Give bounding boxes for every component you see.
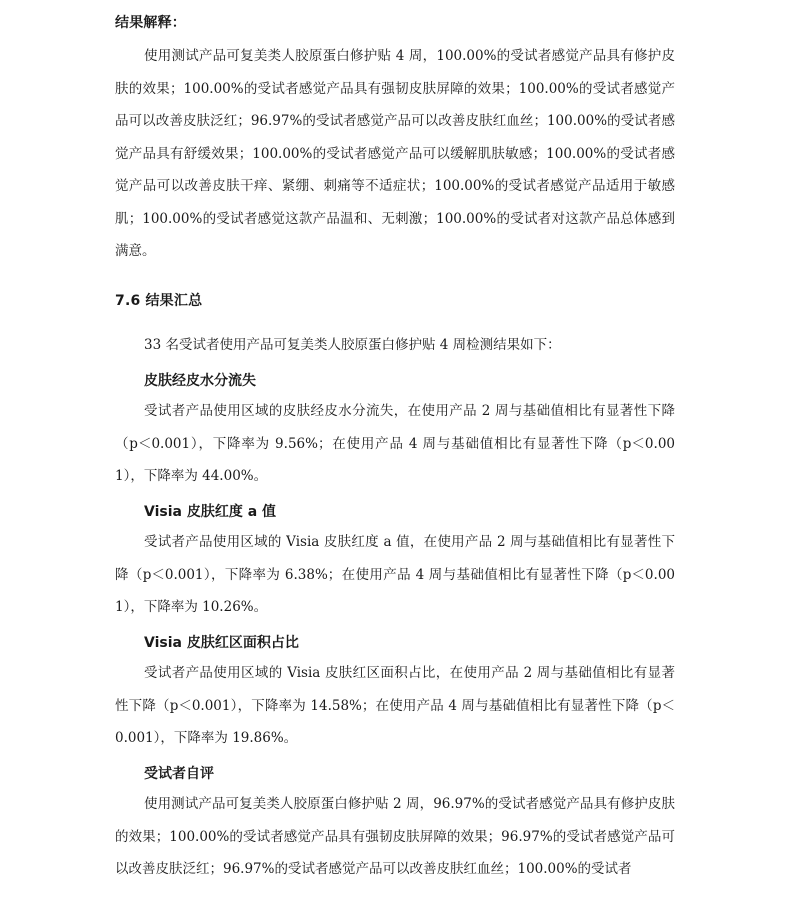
section-title-visia-red-area: Visia 皮肤红区面积占比: [144, 635, 299, 651]
section-title-self-assessment: 受试者自评: [144, 766, 214, 782]
section-title-tewl: 皮肤经皮水分流失: [144, 373, 256, 389]
section-text-visia-a-value: 受试者产品使用区域的 Visia 皮肤红度 a 值，在使用产品 2 周与基础值相比有显著性下降（p＜0.001），下降率为 6.38%；在使用产品 4 周与基础值相比有显著性下降（p＜0.001），下降率为 10.26%。: [115, 534, 675, 615]
section-text-tewl: 受试者产品使用区域的皮肤经皮水分流失，在使用产品 2 周与基础值相比有显著性下降（p＜0.001），下降率为 9.56%；在使用产品 4 周与基础值相比有显著性下降（p＜0.001），下降率为 44.00%。: [115, 403, 675, 484]
section-title-visia-a-value: Visia 皮肤红度 a 值: [144, 504, 277, 520]
summary-intro: 33 名受试者使用产品可复美类人胶原蛋白修护贴 4 周检测结果如下：: [144, 337, 561, 353]
section-text-self-assessment: 使用测试产品可复美类人胶原蛋白修护贴 2 周，96.97%的受试者感觉产品具有修护皮肤的效果；100.00%的受试者感觉产品具有强韧皮肤屏障的效果；96.97%的受试者感觉产品可以改善皮肤泛红；96.97%的受试者感觉产品可以改善皮肤红血丝；100.00%的受试者: [115, 796, 675, 877]
summary-heading: 7.6 结果汇总: [115, 293, 203, 309]
result-interpretation-heading: 结果解释：: [115, 15, 186, 31]
section-text-visia-red-area: 受试者产品使用区域的 Visia 皮肤红区面积占比，在使用产品 2 周与基础值相比有显著性下降（p＜0.001），下降率为 14.58%；在使用产品 4 周与基础值相比有显著性下降（p＜0.001），下降率为 19.86%。: [115, 665, 675, 746]
result-interpretation-paragraph: 使用测试产品可复美类人胶原蛋白修护贴 4 周，100.00%的受试者感觉产品具有修护皮肤的效果；100.00%的受试者感觉产品具有强韧皮肤屏障的效果；100.00%的受试者感觉产品可以改善皮肤泛红；96.97%的受试者感觉产品可以改善皮肤红血丝；100.00%的受试者感觉产品具有舒缓效果；100.00%的受试者感觉产品可以缓解肌肤敏感；100.00%的受试者感觉产品可以改善皮肤干痒、紧绷、刺痛等不适症状；100.00%的受试者感觉产品适用于敏感肌；100.00%的受试者感觉这款产品温和、无刺激；100.00%的受试者对这款产品总体感到满意。: [115, 48, 675, 259]
